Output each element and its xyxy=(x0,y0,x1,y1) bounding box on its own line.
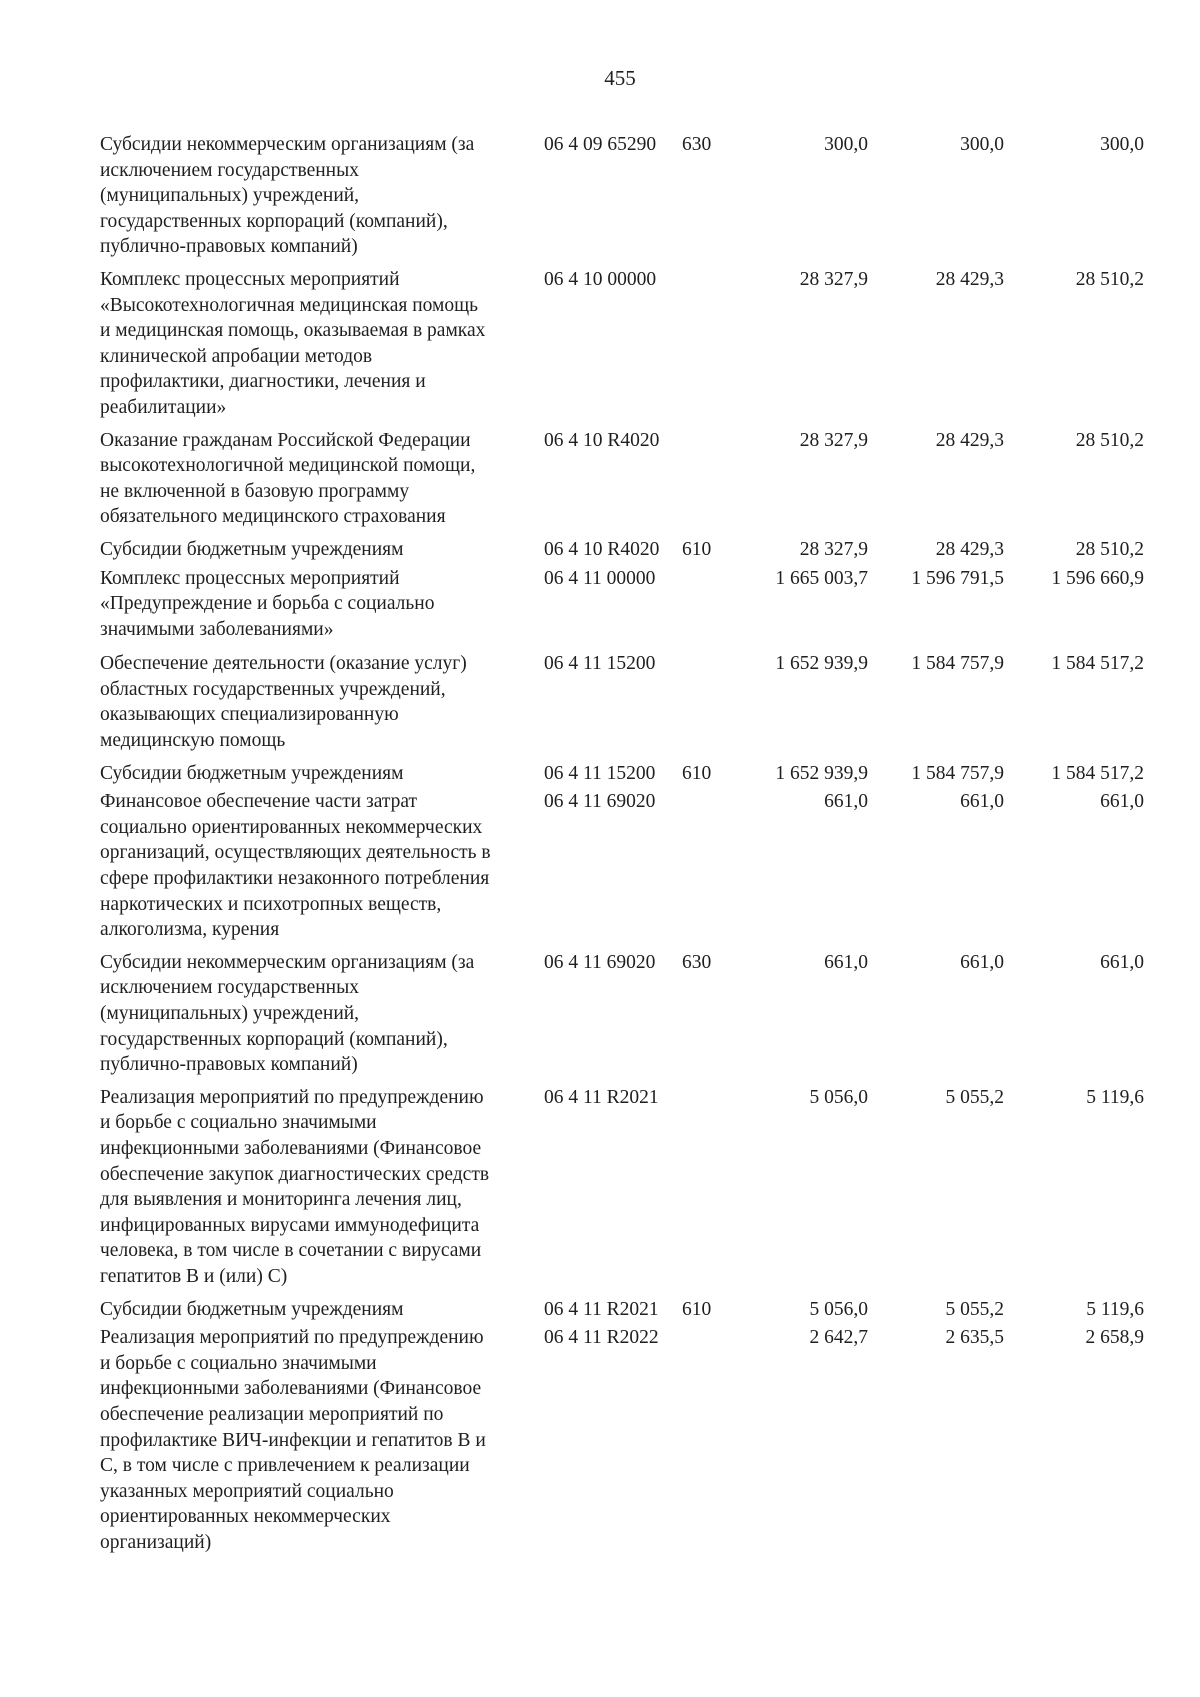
row-value-year2-cell xyxy=(868,566,1004,652)
row-code: 06 4 11 15200 xyxy=(544,762,656,784)
row-value-year1: 5 056,0 xyxy=(809,1086,868,1108)
row-code: 06 4 11 15200 xyxy=(544,653,656,675)
row-code: 06 4 09 65290 xyxy=(544,134,657,155)
row-code-cell xyxy=(544,267,682,428)
row-value-year2: 300,0 xyxy=(960,134,1004,155)
row-name: Субсидии бюджетным учреждениям xyxy=(100,538,404,560)
row-code: 06 4 11 R2021 xyxy=(544,1086,659,1108)
row-expense-type: 610 xyxy=(682,1298,712,1320)
row-value-year3-cell xyxy=(1004,566,1144,652)
row-value-year2: 28 429,3 xyxy=(935,538,1004,560)
row-expense-type: 610 xyxy=(682,538,712,560)
row-value-year2: 1 596 791,5 xyxy=(911,567,1004,589)
row-value-year2-cell xyxy=(868,1325,1004,1555)
row-name-cell xyxy=(100,761,544,790)
table-row xyxy=(100,1325,1144,1555)
row-value-year1-cell xyxy=(732,428,868,537)
row-value-year3: 2 658,9 xyxy=(1085,1327,1144,1349)
row-value-year1: 28 327,9 xyxy=(799,429,868,451)
row-name: Реализация мероприятий по предупреждению и борьбе с социально значимыми инфекционными заболеваниями (Финансовое обеспечение реализации мероприятий по профилактике ВИЧ-инфекции и гепатитов В и С, в том числе с привлечением к реализации указанных мероприятий социально ориентированных некоммерческих организаций) xyxy=(100,1327,486,1553)
row-code-cell xyxy=(544,761,682,790)
row-value-year2: 2 635,5 xyxy=(945,1327,1004,1349)
row-value-year3: 1 584 517,2 xyxy=(1051,653,1144,675)
table-row xyxy=(100,950,1144,1085)
row-value-year2-cell xyxy=(868,651,1004,760)
row-code-cell xyxy=(544,789,682,950)
row-value-year3-cell xyxy=(1004,537,1144,566)
row-value-year3-cell xyxy=(1004,1085,1144,1297)
page-number: 455 xyxy=(604,66,636,90)
row-name: Субсидии бюджетным учреждениям xyxy=(100,1298,404,1320)
row-value-year3-cell xyxy=(1004,1325,1144,1555)
row-expense-type-cell xyxy=(682,566,732,652)
row-code-cell xyxy=(544,950,682,1085)
row-value-year2: 661,0 xyxy=(960,791,1004,813)
row-value-year3-cell xyxy=(1004,950,1144,1085)
row-code-cell xyxy=(544,1325,682,1555)
table-row xyxy=(100,267,1144,428)
row-value-year2: 5 055,2 xyxy=(945,1298,1004,1320)
row-value-year3-cell xyxy=(1004,267,1144,428)
row-name: Субсидии некоммерческим организациям (за исключением государственных (муниципальных) учреждений, государственных корпораций (компаний), публично-правовых компаний) xyxy=(100,134,475,258)
row-value-year2: 1 584 757,9 xyxy=(911,653,1004,675)
row-code: 06 4 11 R2021 xyxy=(544,1298,659,1320)
row-expense-type-cell xyxy=(682,1297,732,1326)
row-value-year3: 1 584 517,2 xyxy=(1051,762,1144,784)
row-value-year2: 5 055,2 xyxy=(945,1086,1004,1108)
row-name-cell xyxy=(100,267,544,428)
row-value-year2-cell xyxy=(868,267,1004,428)
row-value-year1: 661,0 xyxy=(824,951,868,973)
row-name-cell xyxy=(100,428,544,537)
row-name: Комплекс процессных мероприятий «Высокотехнологичная медицинская помощь и медицинская помощь, оказываемая в рамках клинической апробации методов профилактики, диагностики, лечения и реабилитации» xyxy=(100,268,486,418)
row-value-year3: 5 119,6 xyxy=(1086,1086,1144,1108)
row-value-year2-cell xyxy=(868,537,1004,566)
table-row xyxy=(100,1297,1144,1326)
row-name: Комплекс процессных мероприятий «Предупреждение и борьба с социально значимыми заболеваниями» xyxy=(100,567,435,640)
row-value-year2-cell xyxy=(868,1085,1004,1297)
row-value-year3-cell xyxy=(1004,761,1144,790)
budget-table-body xyxy=(100,132,1144,1555)
row-name: Оказание гражданам Российской Федерации высокотехнологичной медицинской помощи, не включенной в базовую программу обязательного медицинского страхования xyxy=(100,429,476,528)
row-code-cell xyxy=(544,1297,682,1326)
row-value-year3-cell xyxy=(1004,132,1144,267)
table-row xyxy=(100,761,1144,790)
row-value-year2: 1 584 757,9 xyxy=(911,762,1004,784)
row-value-year3: 28 510,2 xyxy=(1075,429,1144,451)
row-name: Субсидии некоммерческим организациям (за исключением государственных (муниципальных) учреждений, государственных корпораций (компаний), публично-правовых компаний) xyxy=(100,951,475,1076)
row-value-year1: 28 327,9 xyxy=(799,268,868,290)
row-value-year2: 28 429,3 xyxy=(935,429,1004,451)
row-name: Субсидии бюджетным учреждениям xyxy=(100,762,404,784)
row-expense-type: 630 xyxy=(682,134,712,155)
row-value-year2-cell xyxy=(868,761,1004,790)
row-value-year3: 661,0 xyxy=(1100,791,1144,813)
row-value-year2-cell xyxy=(868,132,1004,267)
row-value-year3-cell xyxy=(1004,651,1144,760)
row-value-year2: 28 429,3 xyxy=(935,268,1004,290)
row-value-year3: 1 596 660,9 xyxy=(1051,567,1144,589)
row-code: 06 4 11 69020 xyxy=(544,791,656,813)
row-value-year1-cell xyxy=(732,1085,868,1297)
row-name-cell xyxy=(100,789,544,950)
row-code: 06 4 11 69020 xyxy=(544,951,656,973)
row-value-year1: 661,0 xyxy=(824,791,868,813)
row-value-year3-cell xyxy=(1004,428,1144,537)
row-value-year1-cell xyxy=(732,132,868,267)
row-name-cell xyxy=(100,651,544,760)
row-code-cell xyxy=(544,1085,682,1297)
row-code: 06 4 10 00000 xyxy=(544,268,657,290)
row-name-cell xyxy=(100,537,544,566)
row-code: 06 4 10 R4020 xyxy=(544,429,660,451)
row-value-year1-cell xyxy=(732,566,868,652)
row-name-cell xyxy=(100,566,544,652)
row-code-cell xyxy=(544,537,682,566)
row-value-year3-cell xyxy=(1004,1297,1144,1326)
row-expense-type-cell xyxy=(682,789,732,950)
row-code-cell xyxy=(544,132,682,267)
row-value-year3: 300,0 xyxy=(1100,134,1144,155)
row-name-cell xyxy=(100,132,544,267)
row-value-year2-cell xyxy=(868,950,1004,1085)
row-value-year1: 1 652 939,9 xyxy=(775,762,868,784)
row-value-year1: 1 652 939,9 xyxy=(775,653,868,675)
row-expense-type-cell xyxy=(682,132,732,267)
row-expense-type: 610 xyxy=(682,762,712,784)
row-value-year3-cell xyxy=(1004,789,1144,950)
row-expense-type-cell xyxy=(682,537,732,566)
row-value-year3: 28 510,2 xyxy=(1075,268,1144,290)
row-name: Обеспечение деятельности (оказание услуг) областных государственных учреждений, оказывающих специализированную медицинскую помощь xyxy=(100,653,467,752)
row-value-year1: 1 665 003,7 xyxy=(775,567,868,589)
row-value-year1-cell xyxy=(732,761,868,790)
row-value-year1: 300,0 xyxy=(824,134,868,155)
row-name-cell xyxy=(100,950,544,1085)
table-row xyxy=(100,537,1144,566)
table-row xyxy=(100,428,1144,537)
row-name: Финансовое обеспечение части затрат социально ориентированных некоммерческих организаций, осуществляющих деятельность в сфере профилактики незаконного потребления наркотических и психотропных веществ, алкоголизма, курения xyxy=(100,791,491,941)
table-row xyxy=(100,132,1144,267)
row-value-year1: 2 642,7 xyxy=(809,1327,868,1349)
row-value-year2-cell xyxy=(868,428,1004,537)
row-expense-type-cell xyxy=(682,651,732,760)
table-row xyxy=(100,566,1144,652)
row-value-year1-cell xyxy=(732,789,868,950)
row-name-cell xyxy=(100,1297,544,1326)
row-name-cell xyxy=(100,1085,544,1297)
row-value-year3: 661,0 xyxy=(1100,951,1144,973)
row-code-cell xyxy=(544,566,682,652)
row-value-year1: 5 056,0 xyxy=(809,1298,868,1320)
row-value-year1-cell xyxy=(732,537,868,566)
row-value-year3: 28 510,2 xyxy=(1075,538,1144,560)
row-expense-type-cell xyxy=(682,267,732,428)
row-value-year2-cell xyxy=(868,789,1004,950)
row-value-year1-cell xyxy=(732,651,868,760)
row-expense-type-cell xyxy=(682,1085,732,1297)
table-row xyxy=(100,789,1144,950)
table-row xyxy=(100,651,1144,760)
row-name: Реализация мероприятий по предупреждению и борьбе с социально значимыми инфекционными заболеваниями (Финансовое обеспечение закупок диагностических средств для выявления и мониторинга лечения лиц, инфицированных вирусами иммунодефицита человека, в том числе в сочетании с вирусами гепатитов В и (или) С) xyxy=(100,1086,490,1287)
row-code-cell xyxy=(544,651,682,760)
row-code: 06 4 11 00000 xyxy=(544,567,656,589)
row-code-cell xyxy=(544,428,682,537)
row-value-year1-cell xyxy=(732,267,868,428)
row-expense-type-cell xyxy=(682,950,732,1085)
row-code: 06 4 10 R4020 xyxy=(544,538,660,560)
table-row xyxy=(100,1085,1144,1297)
row-value-year2: 661,0 xyxy=(960,951,1004,973)
row-expense-type-cell xyxy=(682,428,732,537)
row-value-year1-cell xyxy=(732,950,868,1085)
row-value-year2-cell xyxy=(868,1297,1004,1326)
row-value-year3: 5 119,6 xyxy=(1086,1298,1144,1320)
row-value-year1-cell xyxy=(732,1297,868,1326)
budget-table xyxy=(100,132,1144,1555)
row-value-year1-cell xyxy=(732,1325,868,1555)
row-expense-type-cell xyxy=(682,1325,732,1555)
row-expense-type: 630 xyxy=(682,951,712,973)
row-expense-type-cell xyxy=(682,761,732,790)
row-name-cell xyxy=(100,1325,544,1555)
row-value-year1: 28 327,9 xyxy=(799,538,868,560)
row-code: 06 4 11 R2022 xyxy=(544,1327,659,1349)
